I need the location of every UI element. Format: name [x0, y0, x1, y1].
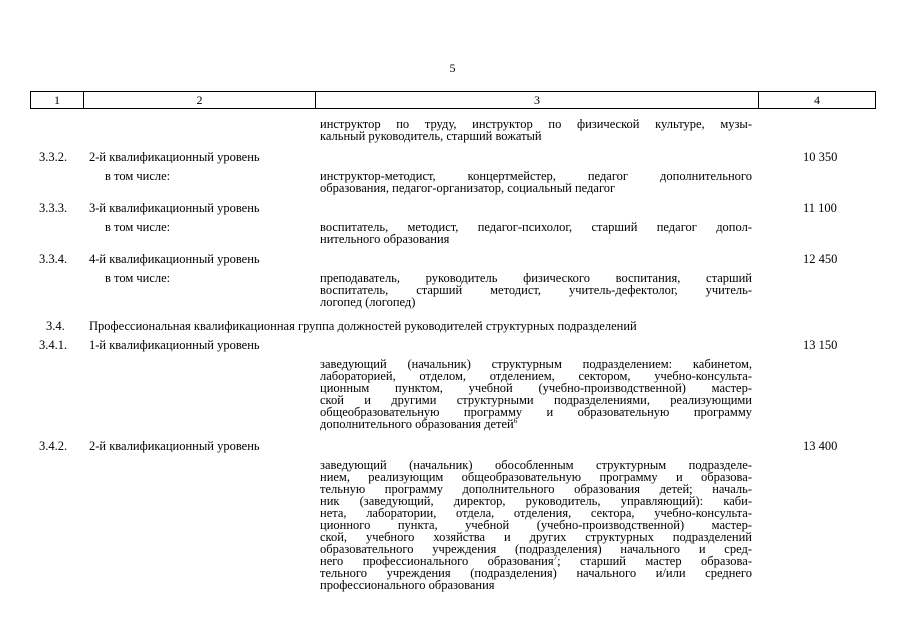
group-number: 3.4.	[46, 319, 65, 333]
list-line: лабораторией, отделом, отделением, сектором, учебно-консульта-	[320, 369, 752, 383]
list-line: образования, педагог-организатор, социальный педагог	[320, 181, 616, 195]
list-line: ник (заведующий, директор, руководитель, управляющий): каби-	[320, 494, 752, 508]
row-number: 3.4.1.	[39, 338, 68, 352]
level-title: 4-й квалификационный уровень	[89, 252, 260, 266]
row-number: 3.3.3.	[39, 201, 68, 215]
positions-list	[320, 118, 752, 142]
group-title: Профессиональная квалификационная группа должностей руководителей структурных подразделений	[89, 319, 637, 333]
header-col-1: 1	[54, 93, 60, 107]
positions-list	[320, 170, 752, 194]
including-label: в том числе:	[105, 169, 171, 183]
level-title: 3-й квалификационный уровень	[89, 201, 260, 215]
list-line-text: дополнительного образования детей	[320, 417, 514, 431]
list-line: ской и другими структурными подразделениями, реализующими	[320, 393, 752, 407]
including-label: в том числе:	[105, 220, 171, 234]
level-title: 2-й квалификационный уровень	[89, 150, 260, 164]
list-line: заведующий (начальник) структурным подразделением: кабинетом,	[320, 357, 752, 371]
footnote-mark: 7	[553, 553, 558, 562]
list-line: нием, реализующим общеобразовательную программу и образова-	[320, 470, 752, 484]
row-number: 3.3.2.	[39, 150, 68, 164]
salary-amount: 13 400	[803, 439, 838, 453]
list-line: профессионального образования	[320, 578, 495, 592]
list-line: преподаватель, руководитель физического воспитания, старший	[320, 271, 752, 285]
row-number: 3.4.2.	[39, 439, 68, 453]
salary-amount: 12 450	[803, 252, 838, 266]
list-line: нительного образования	[320, 232, 450, 246]
list-line-text: него профессионального образования	[320, 554, 554, 568]
page-number: 5	[449, 61, 456, 75]
table-header	[30, 91, 876, 109]
header-col-4: 4	[814, 93, 820, 107]
list-line: общеобразовательную программу и образовательную программу	[320, 405, 752, 419]
list-line: образовательного учреждения (подразделения) начального и сред-	[320, 542, 752, 556]
list-line: инструктор по труду, инструктор по физической культуре, музы-	[320, 117, 752, 131]
row-number: 3.3.4.	[39, 252, 68, 266]
list-line: ской, учебного хозяйства и других структурных подразделений	[320, 530, 752, 544]
including-label: в том числе:	[105, 271, 171, 285]
list-line: инструктор-методист, концертмейстер, педагог дополнительного	[320, 169, 752, 183]
footnote-mark: 6	[513, 416, 518, 425]
header-col-2: 2	[196, 93, 203, 107]
list-line-text: ; старший мастер образова-	[557, 554, 752, 568]
positions-list	[320, 358, 752, 430]
list-line: заведующий (начальник) обособленным структурным подразделе-	[320, 458, 752, 472]
level-title: 1-й квалификационный уровень	[89, 338, 260, 352]
list-line: воспитатель, старший методист, учитель-дефектолог, учитель-	[320, 283, 752, 297]
list-line: тельную программу дополнительного образования детей; началь-	[320, 482, 752, 496]
level-title: 2-й квалификационный уровень	[89, 439, 260, 453]
list-line: кальный руководитель, старший вожатый	[320, 129, 542, 143]
list-line: ционным пунктом, учебной (учебно-производственной) мастер-	[320, 381, 752, 395]
list-line: тельного учреждения (подразделения) начального и/или среднего	[320, 566, 752, 580]
salary-amount: 11 100	[803, 201, 837, 215]
header-col-3: 3	[534, 93, 540, 107]
positions-list	[320, 459, 752, 591]
list-line	[320, 418, 752, 430]
salary-amount: 13 150	[803, 338, 838, 352]
list-line: ционного пункта, учебной (учебно-производственной) мастер-	[320, 518, 752, 532]
list-line: воспитатель, методист, педагог-психолог, старший педагог допол-	[320, 220, 752, 234]
list-line: логопед (логопед)	[320, 295, 416, 309]
positions-list	[320, 272, 752, 308]
positions-list	[320, 221, 752, 245]
salary-amount: 10 350	[803, 150, 838, 164]
list-line: нета, лаборатории, отдела, отделения, сектора, учебно-консульта-	[320, 506, 752, 520]
